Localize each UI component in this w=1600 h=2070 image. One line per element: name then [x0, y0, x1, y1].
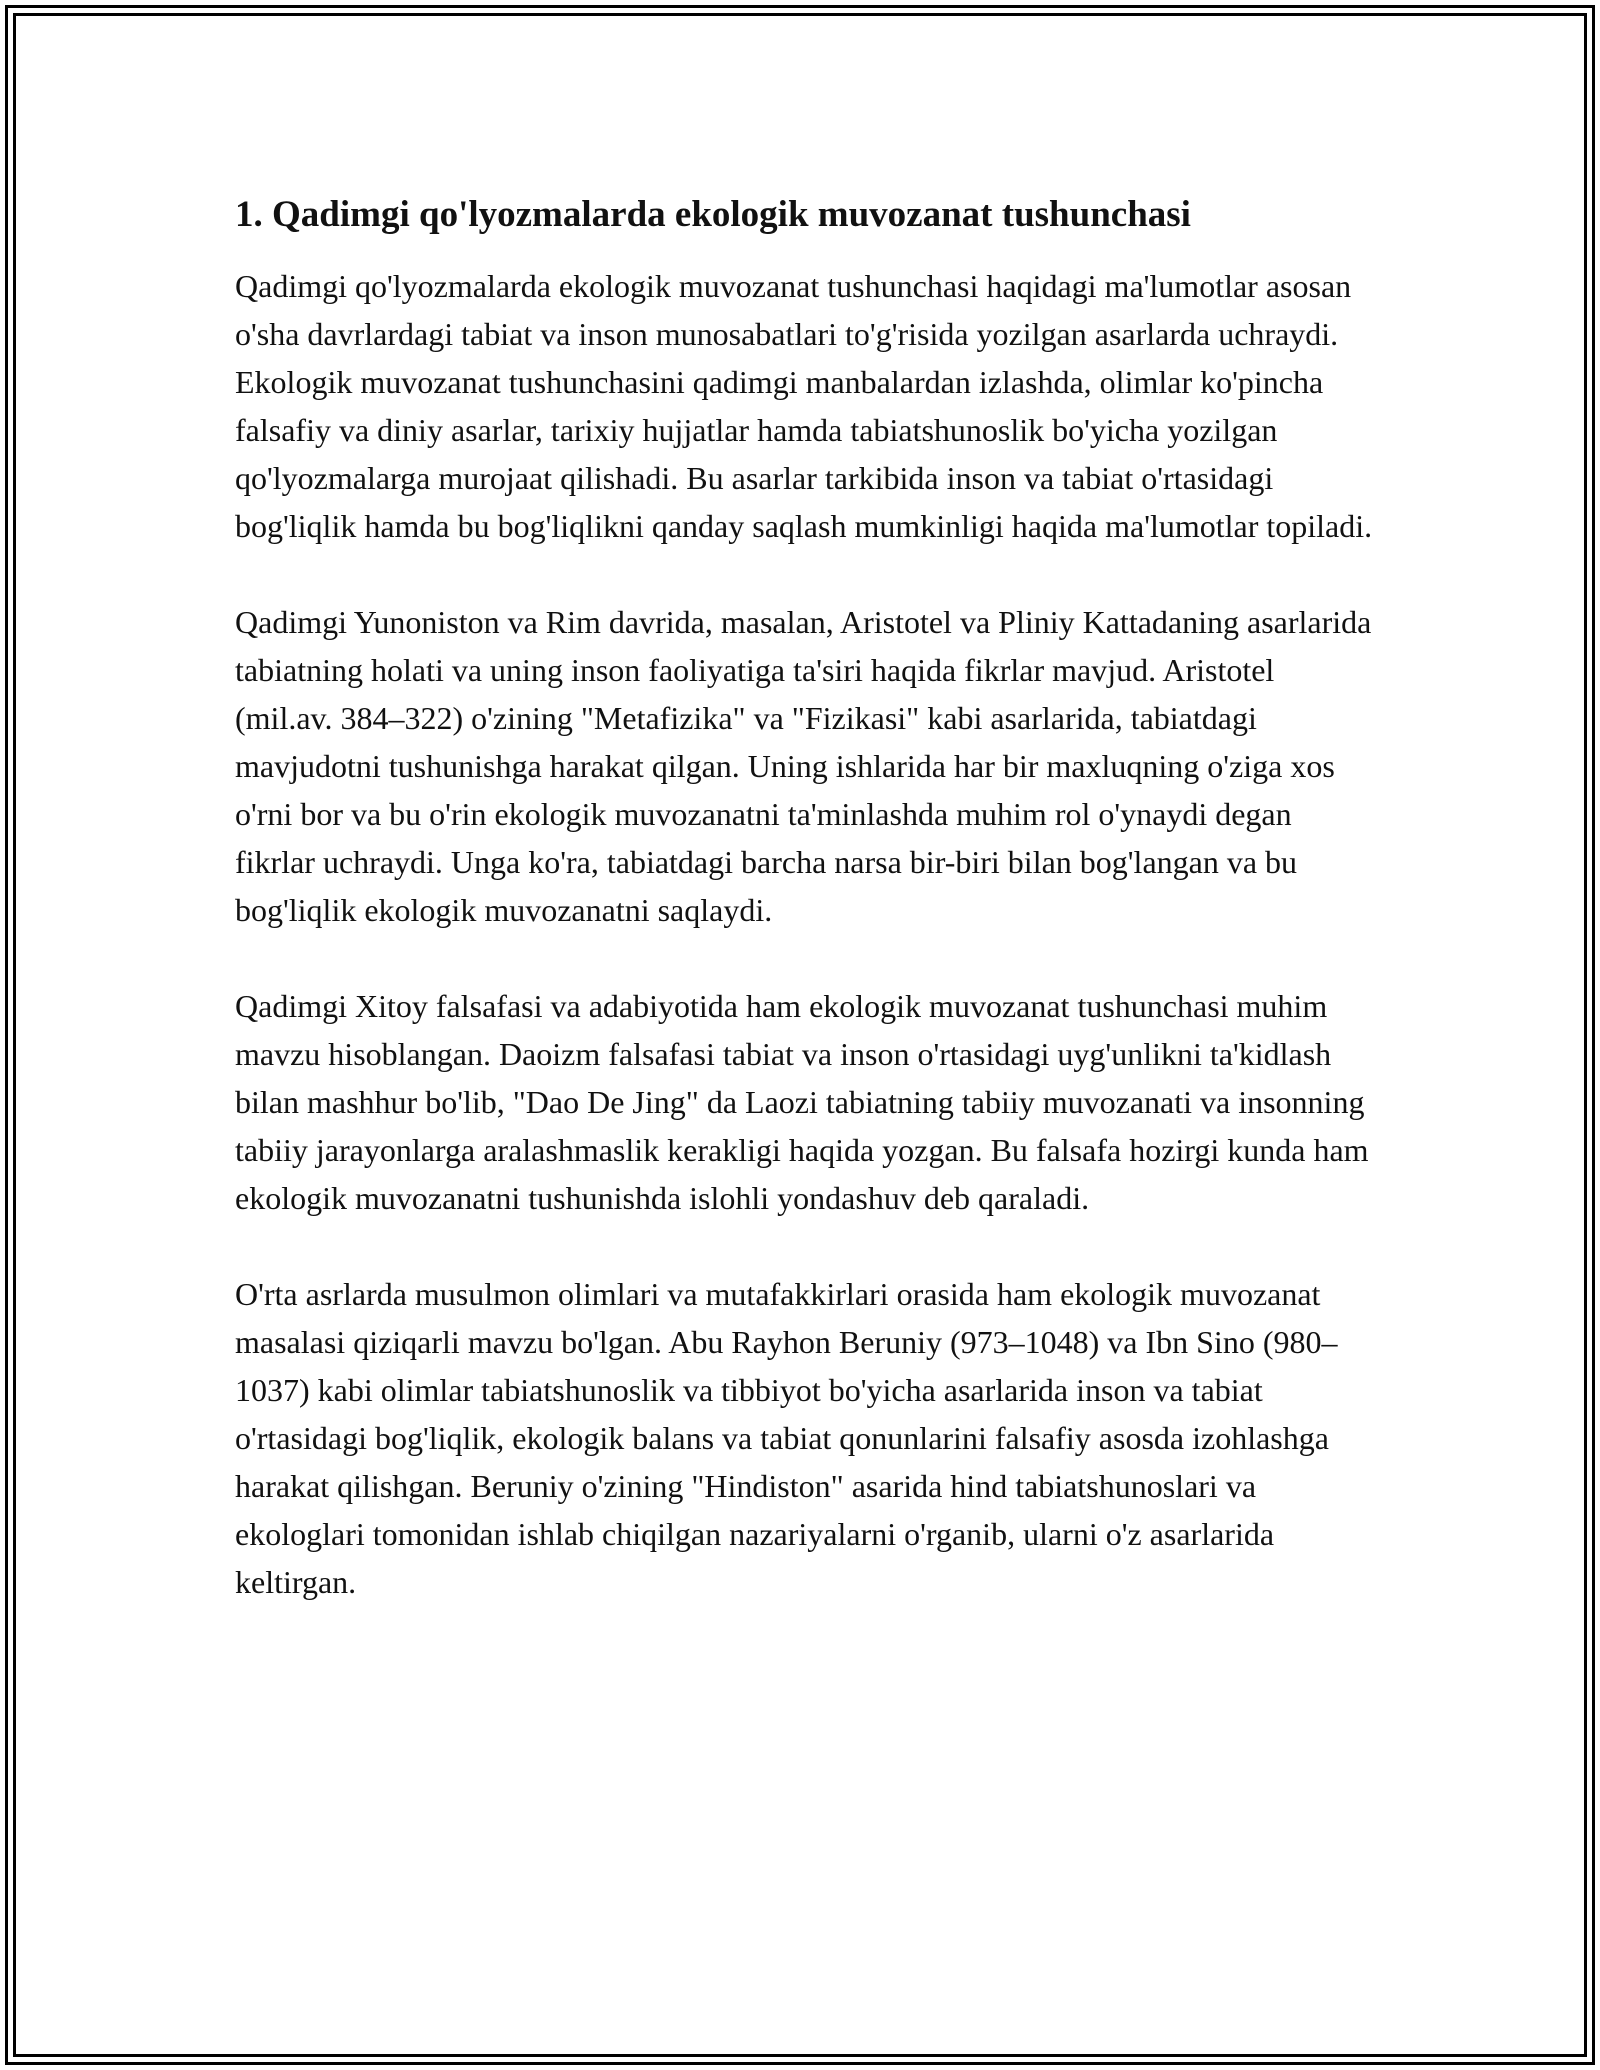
paragraph-3: Qadimgi Xitoy falsafasi va adabiyotida ham ekologik muvozanat tushunchasi muhim mavzu hisoblangan. Daoizm falsafasi tabiat va inson o'rtasidagi uyg'unlikni ta'kidlash bilan mashhur bo'lib, "Dao De Jing" da Laozi tabiatning tabiiy muvozanati va insonning tabiiy jarayonlarga aralashmaslik kerakligi haqida yozgan. Bu falsafa hozirgi kunda ham ekologik muvozanatni tushunishda islohli yondashuv deb qaraladi. [235, 988, 1369, 1216]
section-heading: 1. Qadimgi qo'lyozmalarda ekologik muvozanat tushunchasi [235, 194, 1191, 235]
paragraph-1: Qadimgi qo'lyozmalarda ekologik muvozanat tushunchasi haqidagi ma'lumotlar asosan o'sha davrlardagi tabiat va inson munosabatlari to'g'risida yozilgan asarlarda uchraydi. Ekologik muvozanat tushunchasini qadimgi manbalardan izlashda, olimlar ko'pincha falsafiy va diniy asarlar, tarixiy hujjatlar hamda tabiatshunoslik bo'yicha yozilgan qo'lyozmalarga murojaat qilishadi. Bu asarlar tarkibida inson va tabiat o'rtasidagi bog'liqlik hamda bu bog'liqlikni qanday saqlash mumkinligi haqida ma'lumotlar topiladi. [235, 268, 1373, 544]
document-body [235, 190, 1375, 1654]
paragraph-4: O'rta asrlarda musulmon olimlari va mutafakkirlari orasida ham ekologik muvozanat masalasi qiziqarli mavzu bo'lgan. Abu Rayhon Beruniy (973–1048) va Ibn Sino (980–1037) kabi olimlar tabiatshunoslik va tibbiyot bo'yicha asarlarida inson va tabiat o'rtasidagi bog'liqlik, ekologik balans va tabiat qonunlarini falsafiy asosda izohlashga harakat qilishgan. Beruniy o'zining "Hindiston" asarida hind tabiatshunoslari va ekologlari tomonidan ishlab chiqilgan nazariyalarni o'rganib, ularni o'z asarlarida keltirgan. [235, 1276, 1338, 1600]
paragraph-2: Qadimgi Yunoniston va Rim davrida, masalan, Aristotel va Pliniy Kattadaning asarlarida tabiatning holati va uning inson faoliyatiga ta'siri haqida fikrlar mavjud. Aristotel (mil.av. 384–322) o'zining "Metafizika" va "Fizikasi" kabi asarlarida, tabiatdagi mavjudotni tushunishga harakat qilgan. Uning ishlarida har bir maxluqning o'ziga xos o'rni bor va bu o'rin ekologik muvozanatni ta'minlashda muhim rol o'ynaydi degan fikrlar uchraydi. Unga ko'ra, tabiatdagi barcha narsa bir-biri bilan bog'langan va bu bog'liqlik ekologik muvozanatni saqlaydi. [235, 604, 1372, 928]
